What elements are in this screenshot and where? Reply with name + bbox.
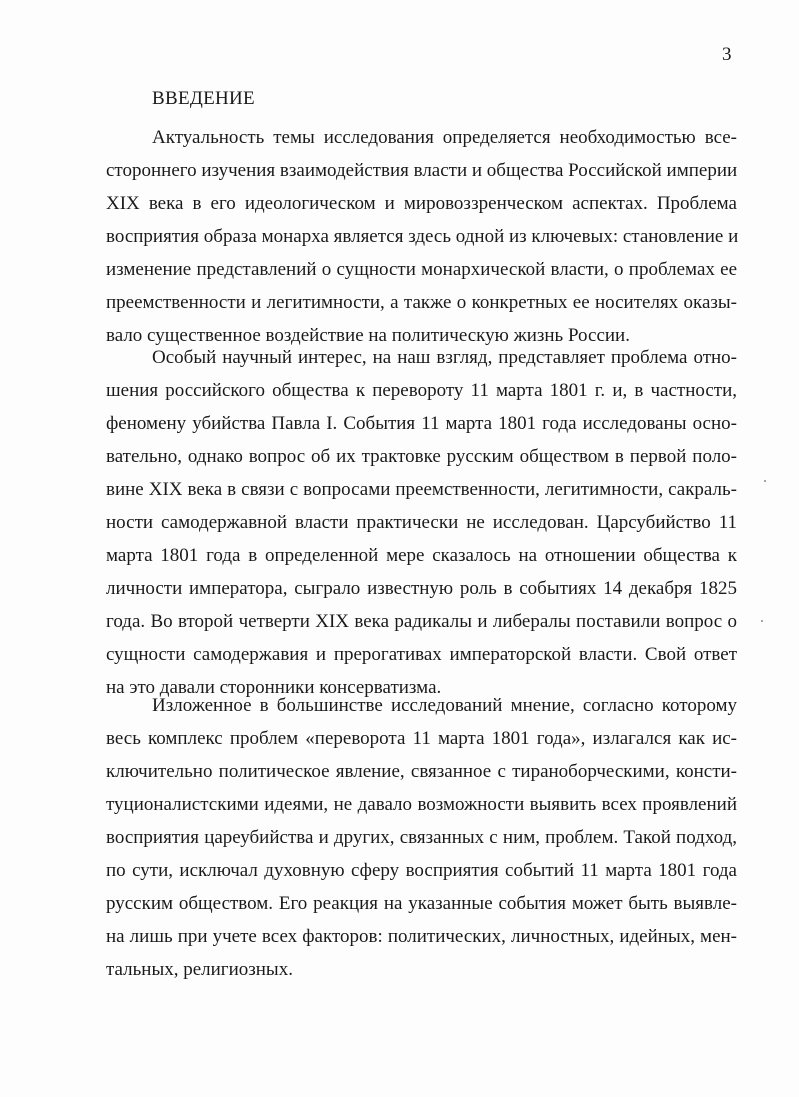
paragraph-line: изменение представлений о сущности монархической власти, о проблемах ее bbox=[106, 259, 737, 280]
paragraph-line: на это давали сторонники консерватизма. bbox=[106, 677, 442, 698]
paragraph-line: Изложенное в большинстве исследований мнение, согласно которому bbox=[152, 695, 737, 716]
scan-speck bbox=[764, 480, 766, 482]
paragraph-line: русским обществом. Его реакция на указанные события может быть выявле- bbox=[106, 893, 737, 914]
paragraph-line: шения российского общества к перевороту 11 марта 1801 г. и, в частности, bbox=[106, 380, 737, 401]
paragraph-line: вательно, однако вопрос об их трактовке русским обществом в первой поло- bbox=[106, 446, 737, 467]
paragraph-line: стороннего изучения взаимодействия власти и общества Российской империи bbox=[106, 160, 738, 181]
paragraph-line: восприятия цареубийства и других, связанных с ним, проблем. Такой подход, bbox=[106, 827, 737, 848]
paragraph-line: туционалистскими идеями, не давало возможности выявить всех проявлений bbox=[106, 794, 737, 815]
paragraph-line: тальных, религиозных. bbox=[106, 959, 293, 980]
paragraph-line: ности самодержавной власти практически не исследован. Царсубийство 11 bbox=[106, 512, 737, 533]
paragraph-2 bbox=[106, 341, 737, 704]
paragraph-line: на лишь при учете всех факторов: политических, личностных, идейных, мен- bbox=[106, 926, 737, 947]
paragraph-line: феномену убийства Павла I. События 11 марта 1801 года исследованы осно- bbox=[106, 413, 737, 434]
page-number: 3 bbox=[722, 44, 732, 65]
scan-speck bbox=[761, 620, 763, 622]
paragraph-line: весь комплекс проблем «переворота 11 марта 1801 года», излагался как ис- bbox=[106, 728, 737, 749]
paragraph-line: марта 1801 года в определенной мере сказалось на отношении общества к bbox=[106, 545, 737, 566]
paragraph-line: по сути, исключал духовную сферу восприятия событий 11 марта 1801 года bbox=[106, 860, 737, 881]
paragraph-line: года. Во второй четверти XIX века радикалы и либералы поставили вопрос о bbox=[106, 611, 737, 632]
paragraph-line: Особый научный интерес, на наш взгляд, представляет проблема отно- bbox=[152, 347, 737, 368]
section-heading: ВВЕДЕНИЕ bbox=[152, 88, 255, 109]
paragraph-line: сущности самодержавия и прерогативах императорской власти. Свой ответ bbox=[106, 644, 737, 665]
paragraph-line: восприятия образа монарха является здесь одной из ключевых: становление и bbox=[106, 226, 739, 247]
paragraph-line: личности императора, сыграло известную роль в событиях 14 декабря 1825 bbox=[106, 578, 737, 599]
paragraph-line: XIX века в его идеологическом и мировоззренческом аспектах. Проблема bbox=[106, 193, 737, 214]
paragraph-line: вине XIX века в связи с вопросами преемственности, легитимности, сакраль- bbox=[106, 479, 737, 500]
paragraph-1 bbox=[106, 121, 737, 352]
paragraph-line: Актуальность темы исследования определяется необходимостью все- bbox=[152, 127, 737, 148]
paragraph-line: ключительно политическое явление, связанное с тираноборческими, консти- bbox=[106, 761, 737, 782]
paragraph-line: преемственности и легитимности, а также о конкретных ее носителях оказы- bbox=[106, 292, 737, 313]
paragraph-line: вало существенное воздействие на политическую жизнь России. bbox=[106, 325, 630, 346]
paragraph-3 bbox=[106, 689, 737, 986]
